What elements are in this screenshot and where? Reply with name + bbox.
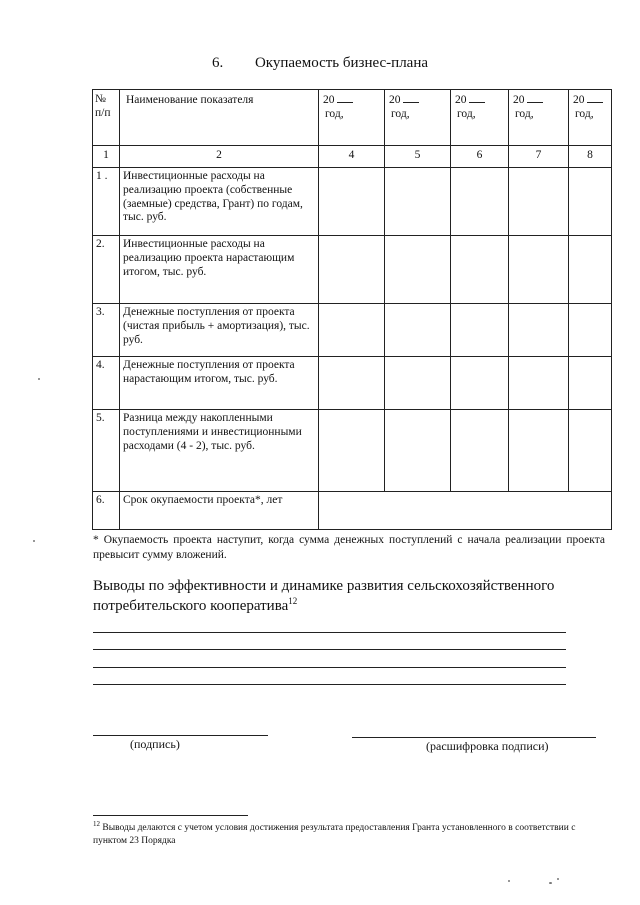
footnote-12-text: Выводы делаются с учетом условия достижения результата предоставления Гранта установленного в соответствии с пунктом 23 Порядка [93,823,576,846]
data-cell[interactable] [509,304,569,357]
row-label: Разница между накопленными поступлениями и инвестиционными расходами (4 - 2), тыс. руб. [120,410,319,492]
year-2-top: 20 [389,94,446,108]
header-year-4 [509,90,569,146]
conclusions-heading-text: Выводы по эффективности и динамике развития сельскохозяйственного потребительского кооператива [93,578,555,614]
year-2-bottom: год, [391,107,410,120]
data-cell[interactable] [509,236,569,304]
signature-decode-label: (расшифровка подписи) [426,739,549,753]
data-cell[interactable] [569,236,612,304]
table-row [93,492,612,530]
payback-table [92,89,612,530]
scan-speck [508,880,510,882]
colnum-4: 4 [319,146,385,168]
year-4-bottom: год, [515,107,534,120]
data-cell[interactable] [569,168,612,236]
footnote-ref-12: 12 [288,595,298,606]
row-number: 4. [93,357,120,410]
payback-period-cell[interactable] [319,492,612,530]
row-label: Срок окупаемости проекта*, лет [120,492,319,530]
row-number: 1 . [93,168,120,236]
conclusion-line[interactable] [93,649,566,650]
section-title [0,55,640,72]
data-cell[interactable] [509,357,569,410]
signature-line[interactable] [93,735,268,736]
data-cell[interactable] [385,304,451,357]
table-header-row [93,90,612,146]
data-cell[interactable] [319,304,385,357]
colnum-8: 8 [569,146,612,168]
data-cell[interactable] [569,304,612,357]
scan-speck [557,878,559,880]
row-label: Инвестиционные расходы на реализацию проекта нарастающим итогом, тыс. руб. [120,236,319,304]
data-cell[interactable] [385,410,451,492]
row-number: 2. [93,236,120,304]
row-label: Инвестиционные расходы на реализацию проекта (собственные (заемные) средства, Грант) по годам, тыс. руб. [120,168,319,236]
year-5-bottom: год, [575,107,594,120]
data-cell[interactable] [451,304,509,357]
table-row [93,168,612,236]
footnote-12 [93,820,598,847]
scan-speck [38,378,40,380]
section-number: 6. [211,55,224,71]
data-cell[interactable] [509,168,569,236]
colnum-1: 1 [93,146,120,168]
data-cell[interactable] [319,168,385,236]
signature-label: (подпись) [130,737,180,751]
conclusion-line[interactable] [93,684,566,685]
data-cell[interactable] [451,410,509,492]
year-3-bottom: год, [457,107,476,120]
column-number-row [93,146,612,168]
conclusion-line[interactable] [93,667,566,668]
conclusions-heading [93,577,613,616]
table-row [93,236,612,304]
footnote-star: * Окупаемость проекта наступит, когда сумма денежных поступлений с начала реализации проекта превысит сумму вложений. [93,534,605,561]
data-cell[interactable] [385,357,451,410]
row-number: 5. [93,410,120,492]
conclusion-line[interactable] [93,632,566,633]
year-1-bottom: год, [325,107,344,120]
row-label: Денежные поступления от проекта нарастающим итогом, тыс. руб. [120,357,319,410]
table-row [93,410,612,492]
year-1-top: 20 [323,94,380,108]
header-num: № п/п [93,90,120,146]
colnum-2: 2 [120,146,319,168]
year-3-top: 20 [455,94,504,108]
row-label: Денежные поступления от проекта (чистая прибыль + амортизация), тыс. руб. [120,304,319,357]
signature-decode-line[interactable] [352,737,596,738]
year-5-top: 20 [573,94,607,108]
data-cell[interactable] [451,236,509,304]
data-cell[interactable] [385,236,451,304]
table-row [93,304,612,357]
colnum-5: 5 [385,146,451,168]
header-name: Наименование показателя [120,90,319,146]
data-cell[interactable] [319,357,385,410]
section-heading: Окупаемость бизнес-плана [254,55,429,71]
colnum-6: 6 [451,146,509,168]
data-cell[interactable] [569,357,612,410]
footnote-divider [93,815,248,816]
table-row [93,357,612,410]
colnum-7: 7 [509,146,569,168]
data-cell[interactable] [451,357,509,410]
data-cell[interactable] [319,410,385,492]
data-cell[interactable] [385,168,451,236]
data-cell[interactable] [509,410,569,492]
scan-speck [33,540,35,542]
row-number: 6. [93,492,120,530]
row-number: 3. [93,304,120,357]
year-4-top: 20 [513,94,564,108]
data-cell[interactable] [569,410,612,492]
header-year-5 [569,90,612,146]
header-year-1 [319,90,385,146]
header-year-2 [385,90,451,146]
header-year-3 [451,90,509,146]
footnote-12-marker: 12 [93,820,100,828]
data-cell[interactable] [319,236,385,304]
data-cell[interactable] [451,168,509,236]
scan-speck [549,882,552,884]
